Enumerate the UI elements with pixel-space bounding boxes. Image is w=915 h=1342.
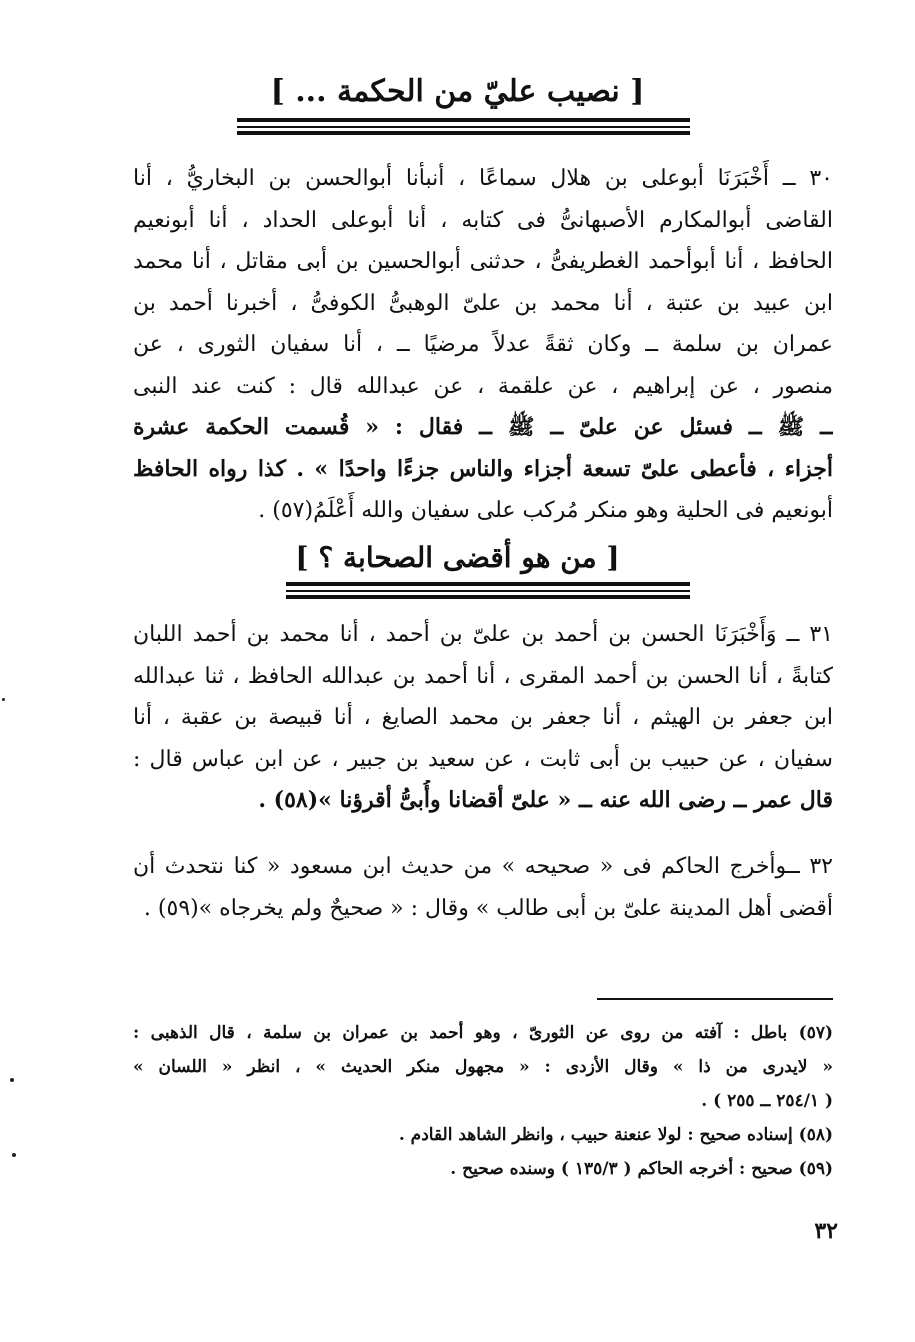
paragraph-31 bbox=[133, 614, 833, 822]
footnote-line: (٥٨) إسناده صحيح : لولا عنعنة حبيب ، وانظر الشاهد القادم . bbox=[398, 1125, 833, 1145]
section-heading-best-judge: [ من هو أقضى الصحابة ؟ ] bbox=[295, 541, 620, 574]
footnotes bbox=[133, 1016, 833, 1186]
paragraph-31-line: قال عمر ــ رضى الله عنه ــ « علىّ أقضانا وأُبىُّ أقرؤنا »(٥٨) . bbox=[258, 787, 833, 813]
heading-rule-thick bbox=[286, 582, 690, 586]
paragraph-30-line: عمران بن سلمة ــ وكان ثقةً عدلاً مرضيًا ــ ، أنا سفيان الثورى ، عن bbox=[133, 332, 833, 357]
paragraph-30-line: الحافظ ، أنا أبوأحمد الغطريفىُّ ، حدثنى أبوالحسين بن أبى مقاتل ، أنا محمد bbox=[133, 249, 833, 274]
heading-rule-bottom bbox=[286, 595, 690, 599]
scan-speck bbox=[2, 698, 5, 701]
paragraph-30-line: أجزاء ، فأعطى علىّ تسعة أجزاء والناس جزءًا واحدًا » . كذا رواه الحافظ bbox=[133, 455, 833, 482]
paragraph-32-line: أقضى أهل المدينة علىّ بن أبى طالب » وقال : « صحيحٌ ولم يخرجاه »(٥٩) . bbox=[143, 895, 833, 921]
paragraph-31-line: كتابةً ، أنا الحسن بن أحمد المقرى ، أنا أحمد بن عبدالله الحافظ ، ثنا عبدالله bbox=[133, 663, 833, 689]
paragraph-31-line: ابن جعفر بن الهيثم ، أنا جعفر بن محمد الصايغ ، أنا قبيصة بن عقبة ، أنا bbox=[133, 705, 833, 730]
footnote-separator bbox=[597, 998, 833, 1000]
footnote-line: « لايدرى من ذا » وقال الأزدى : « مجهول منكر الحديث » ، انظر « اللسان » bbox=[133, 1057, 833, 1077]
paragraph-30-line: أبونعيم فى الحلية وهو منكر مُركب على سفيان والله أَعْلَمُ(٥٧) . bbox=[258, 498, 833, 523]
section-heading-wisdom: [ نصيب عليّ من الحكمة ... ] bbox=[270, 74, 645, 109]
paragraph-31-line: ٣١ ــ وَأَخْبَرَنَا الحسن بن أحمد بن علىّ بن أحمد ، أنا محمد بن أحمد اللبان bbox=[133, 622, 833, 647]
paragraph-30-line: ٣٠ ــ أَخْبَرَنَا أبوعلى بن هلال سماعًا ، أنبأنا أبوالحسن بن البخاريُّ ، أنا bbox=[133, 166, 833, 191]
paragraph-30-line: منصور ، عن إبراهيم ، عن علقمة ، عن عبدالله قال : كنت عند النبى bbox=[133, 373, 833, 399]
paragraph-30-line: ــ ﷺ ــ فسئل عن علىّ ــ ﷺ ــ فقال : « قُسمت الحكمة عشرة bbox=[133, 414, 833, 440]
paragraph-32 bbox=[133, 846, 833, 929]
footnote-line: (٥٩) صحيح : أخرجه الحاكم ( ١٣٥/٣ ) وسنده صحيح . bbox=[450, 1159, 833, 1179]
heading-rule-thick bbox=[237, 118, 690, 122]
paragraph-30-line: القاضى أبوالمكارم الأصبهانىُّ فى كتابه ، أنا أبوعلى الحداد ، أنا أبونعيم bbox=[133, 207, 833, 233]
heading-rule-bottom bbox=[237, 131, 690, 135]
footnote-line: ( ٢٥٤/١ ــ ٢٥٥ ) . bbox=[701, 1091, 833, 1111]
heading-rule-thin bbox=[286, 590, 690, 592]
footnote-line: (٥٧) باطل : آفته من روى عن الثورىّ ، وهو أحمد بن عمران بن سلمة ، قال الذهبى : bbox=[133, 1023, 833, 1043]
page-number: ٣٢ bbox=[814, 1218, 838, 1244]
scan-speck bbox=[12, 1153, 16, 1157]
paragraph-30-line: ابن عبيد بن عتبة ، أنا محمد بن علىّ الوهبىُّ الكوفىُّ ، أخبرنا أحمد بن bbox=[133, 290, 833, 316]
heading-rule-thin bbox=[237, 126, 690, 128]
paragraph-30 bbox=[133, 158, 833, 532]
paragraph-31-line: سفيان ، عن حبيب بن أبى ثابت ، عن سعيد بن جبير ، عن ابن عباس قال : bbox=[133, 746, 833, 772]
scan-speck bbox=[10, 1078, 14, 1082]
paragraph-32-line: ٣٢ ــوأخرج الحاكم فى « صحيحه » من حديث ابن مسعود « كنا نتحدث أن bbox=[133, 854, 833, 879]
